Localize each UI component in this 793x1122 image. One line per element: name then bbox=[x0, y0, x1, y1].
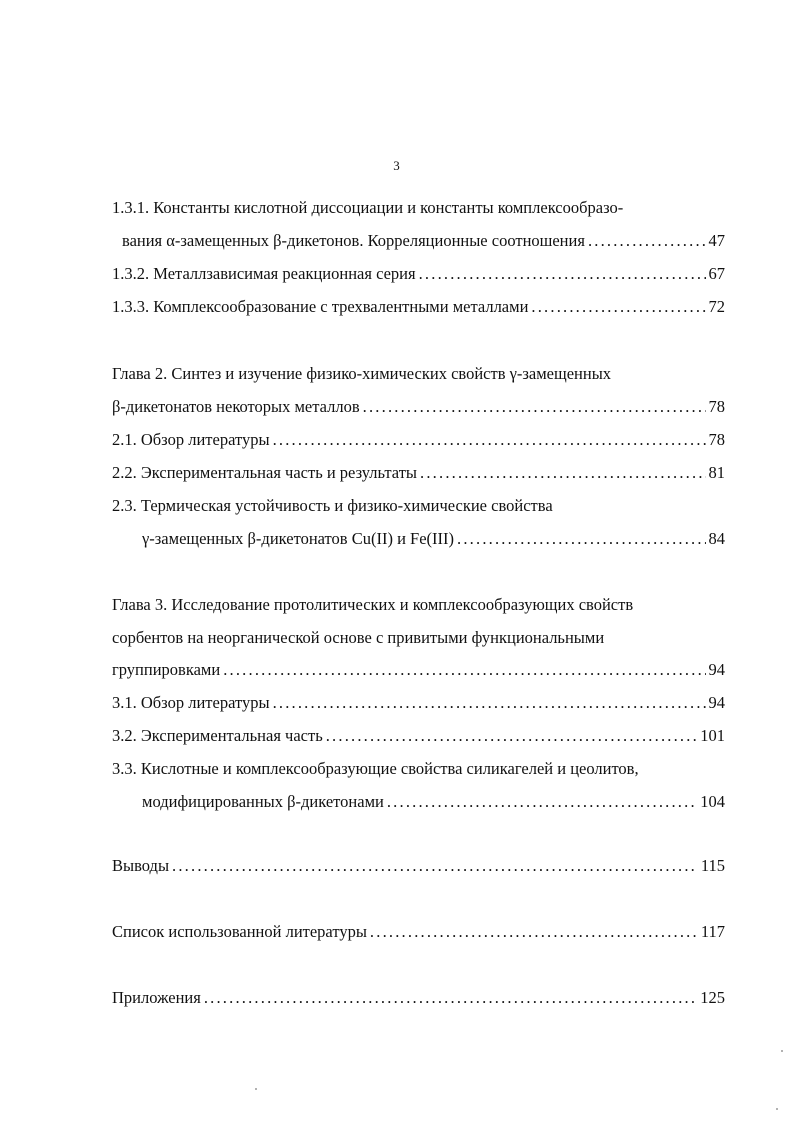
scan-speck bbox=[255, 1088, 257, 1090]
dot-leader bbox=[420, 462, 705, 484]
toc-entry-text: γ-замещенных β-дикетонатов Cu(II) и Fe(III) bbox=[142, 529, 455, 548]
dot-leader bbox=[172, 855, 698, 877]
toc-entry bbox=[142, 791, 725, 813]
toc-entry-text: Глава 3. Исследование протолитических и комплексообразующих свойств bbox=[112, 595, 634, 614]
toc-page-number: 47 bbox=[708, 231, 725, 250]
toc-page-number: 115 bbox=[700, 856, 725, 875]
toc-entry bbox=[112, 921, 725, 943]
toc-entry-text: Глава 2. Синтез и изучение физико-химических свойств γ-замещенных bbox=[112, 364, 612, 383]
toc-page-number: 117 bbox=[700, 922, 725, 941]
toc-entry-text: группировками bbox=[112, 660, 221, 679]
toc-entry-text: модифицированных β-дикетонами bbox=[142, 792, 384, 811]
dot-leader bbox=[531, 296, 705, 318]
toc-entry-text: вания α-замещенных β-дикетонов. Корреляционные соотношения bbox=[122, 231, 585, 250]
toc-line bbox=[112, 594, 725, 616]
toc-page-number: 104 bbox=[700, 792, 725, 811]
scan-speck bbox=[781, 1050, 783, 1052]
dot-leader bbox=[363, 396, 706, 418]
toc-entry bbox=[122, 230, 725, 252]
toc-entry-text: Приложения bbox=[112, 988, 201, 1007]
dot-leader bbox=[457, 528, 705, 550]
page-number: 3 bbox=[393, 158, 400, 173]
dot-leader bbox=[223, 659, 705, 681]
toc-page-number: 94 bbox=[708, 693, 725, 712]
toc-line bbox=[112, 363, 725, 385]
toc-page-number: 78 bbox=[708, 397, 725, 416]
toc-entry-text: 3.1. Обзор литературы bbox=[112, 693, 270, 712]
toc-entry-text: 3.3. Кислотные и комплексообразующие свойства силикагелей и цеолитов, bbox=[112, 759, 639, 778]
toc-page-number: 72 bbox=[708, 297, 725, 316]
toc-entry bbox=[112, 462, 725, 484]
toc-entry bbox=[112, 659, 725, 681]
dot-leader bbox=[588, 230, 706, 252]
toc-line bbox=[112, 495, 725, 517]
toc-line bbox=[112, 627, 725, 649]
dot-leader bbox=[273, 692, 706, 714]
toc-page-number: 67 bbox=[708, 264, 725, 283]
toc-line bbox=[112, 197, 725, 219]
toc-page-number: 94 bbox=[708, 660, 725, 679]
toc-entry bbox=[112, 987, 725, 1009]
toc-entry-text: 3.2. Экспериментальная часть bbox=[112, 726, 323, 745]
toc-entry-text: сорбентов на неорганической основе с привитыми функциональными bbox=[112, 628, 605, 647]
toc-entry-text: 1.3.2. Металлзависимая реакционная серия bbox=[112, 264, 416, 283]
dot-leader bbox=[387, 791, 697, 813]
toc-entry bbox=[112, 396, 725, 418]
toc-entry bbox=[112, 429, 725, 451]
toc-entry bbox=[112, 263, 725, 285]
toc-entry bbox=[112, 855, 725, 877]
toc-entry-text: 1.3.3. Комплексообразование с трехвалентными металлами bbox=[112, 297, 529, 316]
dot-leader bbox=[326, 725, 698, 747]
dot-leader bbox=[370, 921, 698, 943]
toc-page-number: 84 bbox=[708, 529, 725, 548]
toc-entry bbox=[112, 725, 725, 747]
scan-speck bbox=[776, 1108, 778, 1110]
toc-page-number: 78 bbox=[708, 430, 725, 449]
toc-page-number: 81 bbox=[708, 463, 725, 482]
toc-entry bbox=[142, 528, 725, 550]
toc-line bbox=[112, 758, 725, 780]
toc-entry-text: 2.3. Термическая устойчивость и физико-химические свойства bbox=[112, 496, 553, 515]
toc-page-number: 125 bbox=[700, 988, 725, 1007]
dot-leader bbox=[273, 429, 706, 451]
toc-entry bbox=[112, 296, 725, 318]
dot-leader bbox=[204, 987, 697, 1009]
toc-entry-text: 1.3.1. Константы кислотной диссоциации и константы комплексообразо- bbox=[112, 198, 624, 217]
toc-entry-text: Выводы bbox=[112, 856, 170, 875]
toc-entry bbox=[112, 692, 725, 714]
toc-page-number: 101 bbox=[700, 726, 725, 745]
toc-entry-text: 2.1. Обзор литературы bbox=[112, 430, 270, 449]
toc-entry-text: 2.2. Экспериментальная часть и результаты bbox=[112, 463, 418, 482]
dot-leader bbox=[419, 263, 706, 285]
toc-entry-text: β-дикетонатов некоторых металлов bbox=[112, 397, 360, 416]
toc-entry-text: Список использованной литературы bbox=[112, 922, 367, 941]
